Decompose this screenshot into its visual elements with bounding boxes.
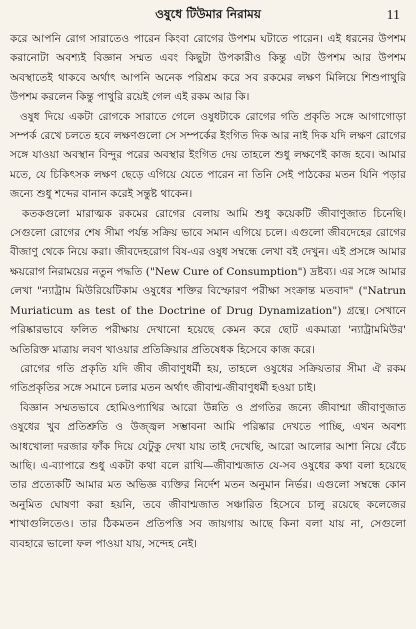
page-body [10, 30, 406, 554]
paragraph-5: বিজ্ঞান সম্মতভাবে হোমিওপ্যাথির আরো উন্নতি ও প্রগতির জন্যে জীবাশ্মা জীবাণুজাত ওষুধের খুব প্রতিশ্রুতি ও উজ্জ্বল সম্ভাবনা আমি পরিষ্কার দেখতে পাচ্ছি, এখন অবশ্য আধখোলা দরজার ফাঁক দিয়ে যেটুকু দেখা যায় তাই দেখেছি, আরো আলোর আশা নিয়ে বেঁচে আছি। এ-ব্যাপারে শুধু একটা কথা বলে রাখি—জীবাশ্মজাত যে-সব ওষুধের কথা বলা হয়েছে তার প্রত্যেকটি আমার মত অভিজ্ঞ ব্যক্তির নির্দেশ মতন অনুমান নির্ভর। এগুলো সম্বন্ধে কোন অনুমিত ঘোষণা করা হয়নি, তবে জীবাশ্মজাত সঞ্চারিত হিসেবে চালু রয়েছে কলেজের শাখাগুলিতেও। তার ঠিকমতন প্রতিপত্তি সব জায়গায় আছে কিনা বলা যায় না, সেগুলো ব্যবহারে ভালো ফল পাওয়া যায়, সন্দেহ নেই। [10, 401, 406, 550]
page-number: 11 [386, 8, 400, 23]
paragraph-2: ওষুধ দিয়ে একটা রোগকে সারাতে গেলে ওষুধটাকে রোগের গতি প্রকৃতি সঙ্গে আগাগোড়া সম্পর্ক রেখে চলতে হবে লক্ষণগুলো সে সম্পর্কের ইংগিত দিক আর নাই দিক যদি লক্ষণ রোগের সঙ্গে যাওয়া অবস্থান বিন্দুর পরের অবস্থার ইংগিত দেয় তাহলে শুধু লক্ষণেই কাজ হবে। আমার মতে, যে চিকিৎসক লক্ষণ ছেড়ে এগিয়ে যেতে পারেন না তিনি সেই পাঠকের মতন যিনি পড়ার জন্যে শুধু শব্দের বানান করেই সন্তুষ্ট থাকেন। [10, 110, 406, 201]
paragraph-1: করে আপনি রোগ সারাতেও পারেন কিংবা রোগের উপশম ঘটাতে পারেন। এই ধরনের উপশম করানোটা অবশ্যই বিজ্ঞান সম্মত এবং কিছুটা উপকারীও কিন্তু এটা উপশম আর উপশম অবস্থাতেই থাকবে অর্থাৎ আপনি অনেক পরিশ্রম করে সব রকমের লক্ষণ মিলিয়ে শিশুপাথুরি উপশম করলেন কিন্তু পাথুরি রয়েই গেল এই রকম আর কি। [10, 33, 406, 104]
paragraph-3: কতকগুলো মারাত্মক রকমের রোগের বেলায় আমি শুধু কয়েকটি জীবাণুজাত চিনেছি। সেগুলো রোগের শেষ সীমা পর্যন্ত সক্রিয় ভাবে সমান এগিয়ে চলে। এগুলো জীবদেহের রোগের বীজাণু থেকে নিয়ে করা। জীবদেহরোগ বিষ-এর ওষুধ সম্বন্ধে লেখা বই দেখুন। এই প্রসঙ্গে আমার ক্ষয়রোগ নিরাময়ের নতুন পদ্ধতি ("New Cure of Consumption") দ্রষ্টব্য। এর সঙ্গে আমার লেখা "ন্যাট্রাম মিউরিয়েটিকাম ওষুধের শক্তির বিস্ফোরণ পরীক্ষা সংক্রান্ত মতবাদ" ("Natrun Muriaticum as test of the Doctrine of Drug Dynamization") গ্রন্থে। সেখানে পরিষ্কারভাবে ফলিত পরীক্ষায় দেখানো হয়েছে কেমন করে ছোট একমাত্রা 'ন্যাট্রামমিউর' অতিরিক্ত মাত্রায় লবণ খাওয়ার প্রতিক্রিয়ার প্রতিষেধক হিসেবে কাজ করে। [10, 207, 406, 356]
running-title: ওষুধে টিউমার নিরাময় [155, 7, 261, 21]
page-header [10, 6, 406, 30]
paragraph-4: রোগের গতি প্রকৃতি যদি জীব জীবাণুধর্মী হয়, তাহলে ওষুধের সক্রিয়তার সীমা ঐ রকম গতিপ্রকৃতির সঙ্গে সমানে চলার মতন অর্থাৎ জীবাশ্ম-জীবাণুধর্মী হওয়া চাই। [10, 362, 406, 395]
